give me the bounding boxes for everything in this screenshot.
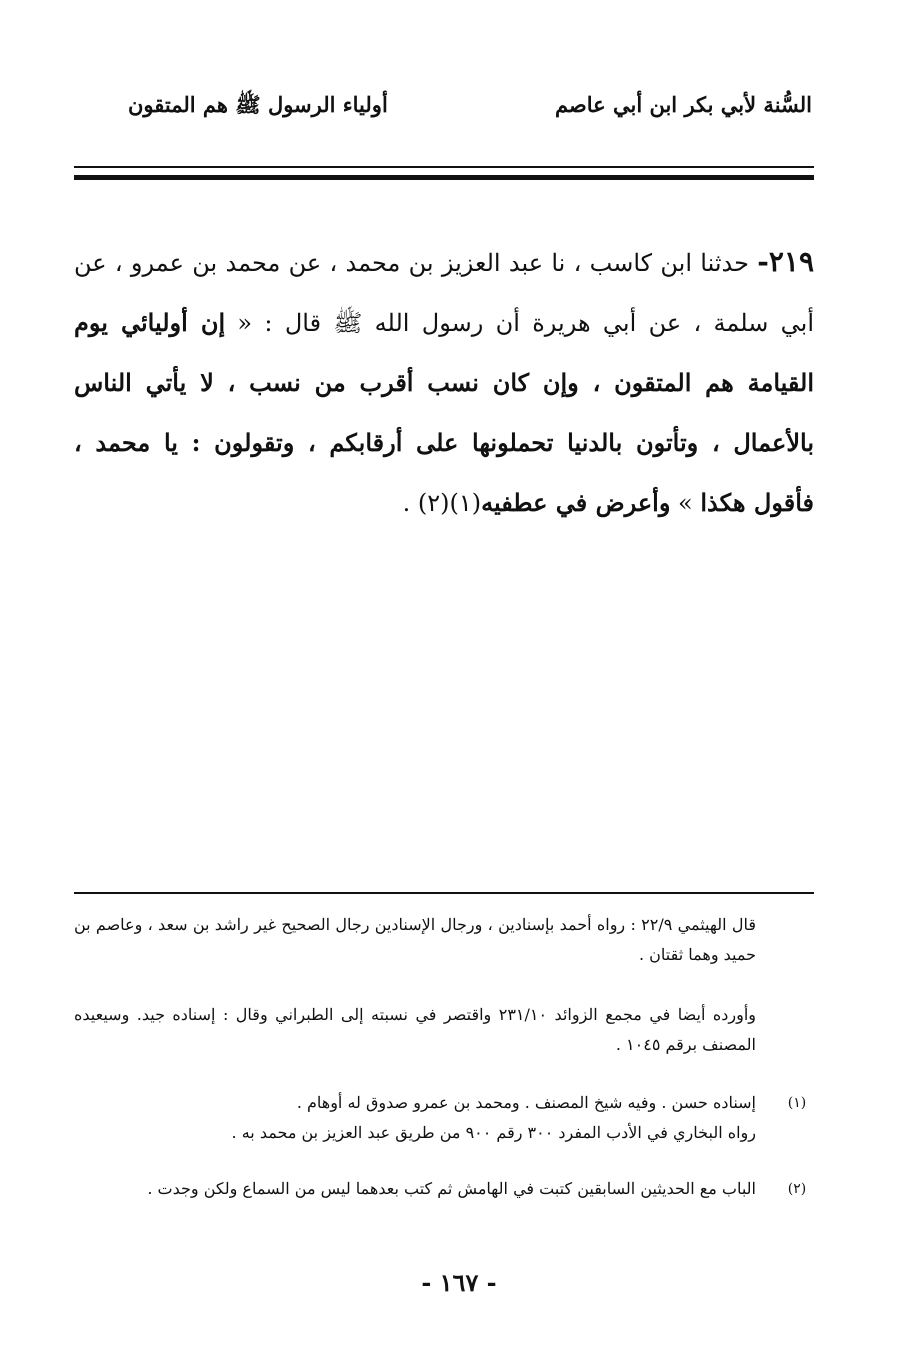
- footnote-1-mark: (١): [787, 1095, 807, 1111]
- page-number: - ١٦٧ -: [421, 1268, 497, 1297]
- footnote-refs: (١)(٢): [417, 489, 482, 517]
- hadith-chain: حدثنا ابن كاسب ، نا عبد العزيز بن محمد ، عن محمد بن عمرو ، عن أبي سلمة ، عن أبي هريرة أن رسول الله ﷺ قال : «: [74, 249, 815, 337]
- header-chapter-title: أولياء الرسول ﷺ هم المتقون: [128, 92, 388, 117]
- header-book-title: السُّنة لأبي بكر ابن أبي عاصم: [554, 92, 812, 117]
- footnote-1-text-b: رواه البخاري في الأدب المفرد ٣٠٠ رقم ٩٠٠ من طريق عبد العزيز بن محمد به .: [231, 1123, 756, 1142]
- header-rule-thick: [74, 175, 814, 180]
- header-rule-thin: [74, 166, 814, 168]
- footnote-1: [74, 1088, 814, 1148]
- hadith-text: [74, 232, 814, 533]
- hadith-number: ٢١٩-: [757, 245, 814, 278]
- footnote-2-text: الباب مع الحديثين السابقين كتبت في الهامش ثم كتب بعدهما ليس من السماع ولكن وجدت .: [147, 1179, 756, 1198]
- footnote-general-1: قال الهيثمي ٢٢/٩ : رواه أحمد بإسنادين ، ورجال الإسنادين رجال الصحيح غير راشد بن سعد ، وعاصم بن حميد وهما ثقتان .: [74, 915, 756, 964]
- footnote-2-mark: (٢): [787, 1181, 807, 1197]
- hadith-gesture: وأعرض في عطفيه: [481, 488, 671, 517]
- hadith-end: .: [402, 489, 418, 517]
- footnote-rule: [74, 892, 814, 894]
- quote-close: »: [670, 489, 701, 517]
- footnote-general-2: وأورده أيضا في مجمع الزوائد ٢٣١/١٠ واقتصر في نسبته إلى الطبراني وقال : إسناده جيد. وسيعيده المصنف برقم ١٠٤٥ .: [74, 1005, 757, 1054]
- footnote-2: [74, 1174, 814, 1204]
- running-header: [120, 92, 812, 136]
- hadith-matn: إن أوليائي يوم القيامة هم المتقون ، وإن كان نسب أقرب من نسب ، لا يأتي الناس بالأعمال ، وتأتون بالدنيا تحملونها على أرقابكم ، وتقولون : يا محمد ، فأقول هكذا: [74, 308, 814, 517]
- footnote-1-text-a: إسناده حسن . وفيه شيخ المصنف . ومحمد بن عمرو صدوق له أوهام .: [296, 1093, 756, 1112]
